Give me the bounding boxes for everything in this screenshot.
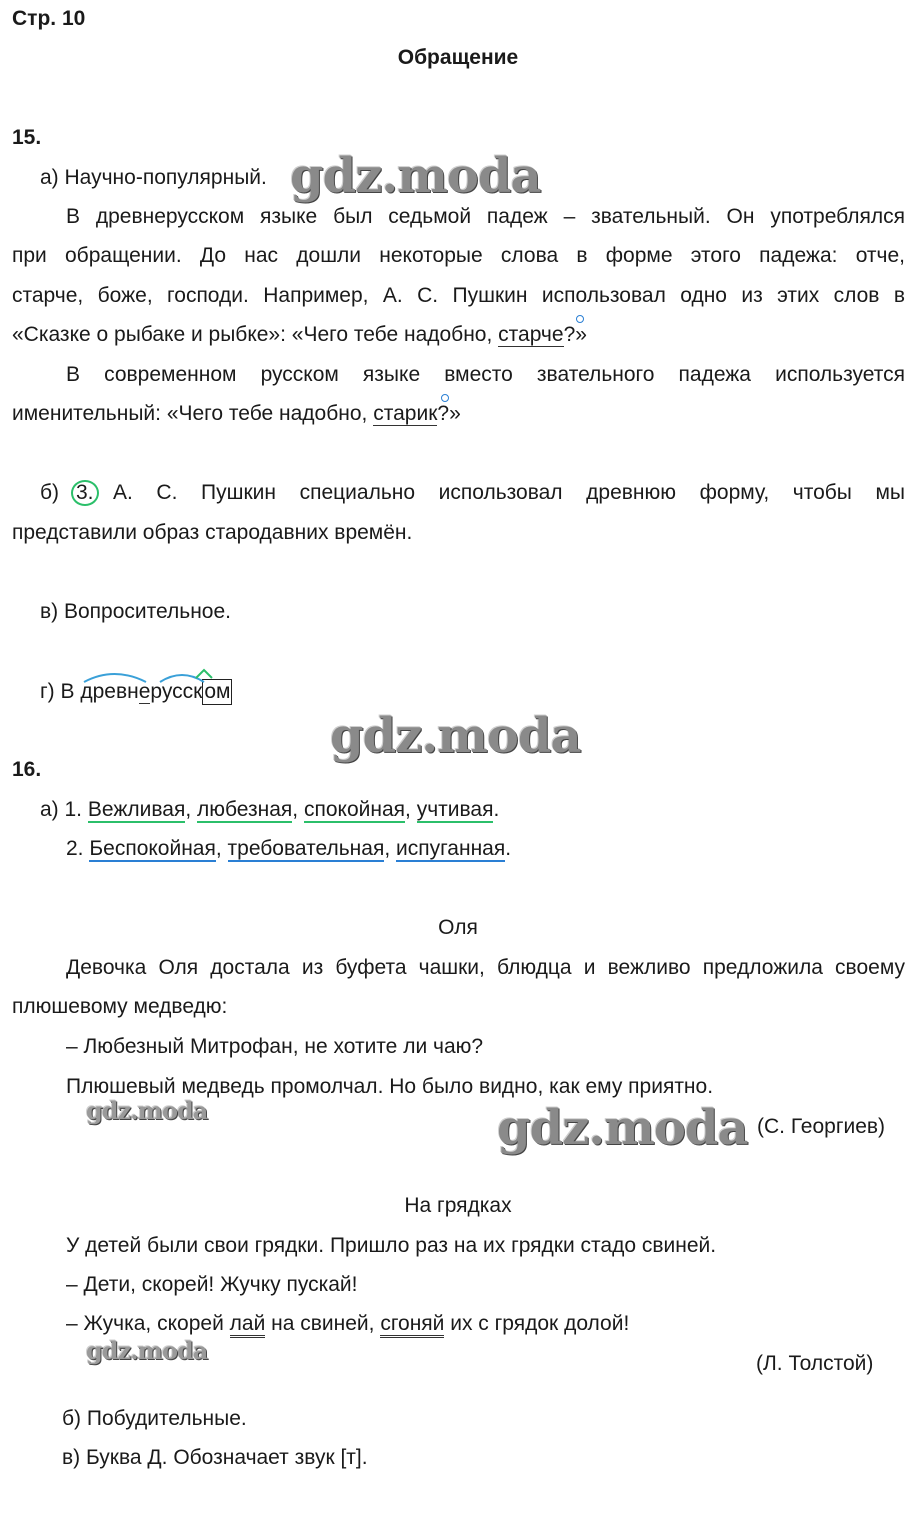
morpheme-arcs — [80, 666, 220, 686]
task15-g: г) В древнерусском — [40, 680, 231, 703]
task15-v: в) Вопросительное. — [40, 600, 231, 623]
word-root-1: древн — [80, 680, 139, 703]
word-root-2: русск — [150, 680, 203, 703]
task15-b-answer-circled: 3. — [71, 480, 99, 506]
suffix-mark — [196, 670, 212, 678]
address-word-starche: старче — [498, 323, 564, 346]
story1-title: Оля — [438, 916, 478, 939]
task15-a-label: а) Научно-популярный. — [40, 166, 267, 189]
story1-line3: – Любезный Митрофан, не хотите ли чаю? — [66, 1035, 484, 1058]
story1-line4: Плюшевый медведь промолчал. Но было видно, как ему приятно. — [66, 1075, 714, 1098]
watermark-1: gdz.moda — [290, 148, 541, 204]
story1-line2: плюшевому медведю: — [12, 995, 228, 1018]
task15-p2-line2: именительный: «Чего тебе надобно, старик?» — [12, 402, 461, 425]
predicate-sgonyai: сгоняй — [380, 1312, 444, 1338]
story2-author: (Л. Толстой) — [756, 1352, 874, 1375]
story2-title: На грядках — [404, 1194, 512, 1217]
watermark-3: gdz.moda — [86, 1096, 208, 1125]
page-title: Обращение — [397, 46, 519, 69]
stress-mark — [441, 394, 449, 402]
word-ending: ом — [204, 680, 231, 703]
task15-p1-line1: В древнерусском языке был седьмой падеж – звательный. Он употреблялся — [66, 205, 905, 228]
watermark-4: gdz.moda — [497, 1100, 748, 1156]
task15-number: 15. — [12, 126, 42, 149]
story1-author: (С. Георгиев) — [757, 1115, 886, 1138]
task16-b: б) Побудительные. — [62, 1407, 247, 1430]
task16-list2: 2. Беспокойная, требовательная, испуганная. — [66, 837, 512, 860]
task15-p1-line3: старче, боже, господи. Например, А. С. Пушкин использовал одно из этих слов в — [12, 284, 905, 307]
watermark-2: gdz.moda — [330, 708, 581, 764]
task15-b-line1: А. С. Пушкин специально использовал древнюю форму, чтобы мы — [113, 481, 905, 504]
predicate-lai: лай — [230, 1312, 266, 1338]
watermark-5: gdz.moda — [86, 1336, 208, 1365]
connecting-vowel: е — [138, 680, 151, 703]
stress-mark — [576, 315, 584, 323]
story1-line1: Девочка Оля достала из буфета чашки, блюдца и вежливо предложила своему — [66, 956, 905, 979]
task15-p1-line4: «Сказке о рыбаке и рыбке»: «Чего тебе надобно, старче?» — [12, 323, 587, 346]
task15-b-label: б) — [40, 481, 60, 504]
address-word-starik: старик — [373, 402, 438, 425]
task16-list1: а) 1. Вежливая, любезная, спокойная, учтивая. — [40, 798, 500, 821]
story2-line2: – Дети, скорей! Жучку пускай! — [66, 1273, 358, 1296]
page-label: Стр. 10 — [12, 7, 86, 30]
task15-b-line2: представили образ стародавних времён. — [12, 521, 413, 544]
task16-v: в) Буква Д. Обозначает звук [т]. — [62, 1446, 368, 1469]
task15-p2-line1: В современном русском языке вместо звательного падежа используется — [66, 363, 905, 386]
story2-line3: – Жучка, скорей лай на свиней, сгоняй их с грядок долой! — [66, 1311, 629, 1337]
task16-number: 16. — [12, 758, 42, 781]
story2-line1: У детей были свои грядки. Пришло раз на их грядки стадо свиней. — [66, 1234, 717, 1257]
task15-p1-line2: при обращении. До нас дошли некоторые слова в форме этого падежа: отче, — [12, 244, 905, 267]
root-arc-1 — [84, 674, 146, 682]
